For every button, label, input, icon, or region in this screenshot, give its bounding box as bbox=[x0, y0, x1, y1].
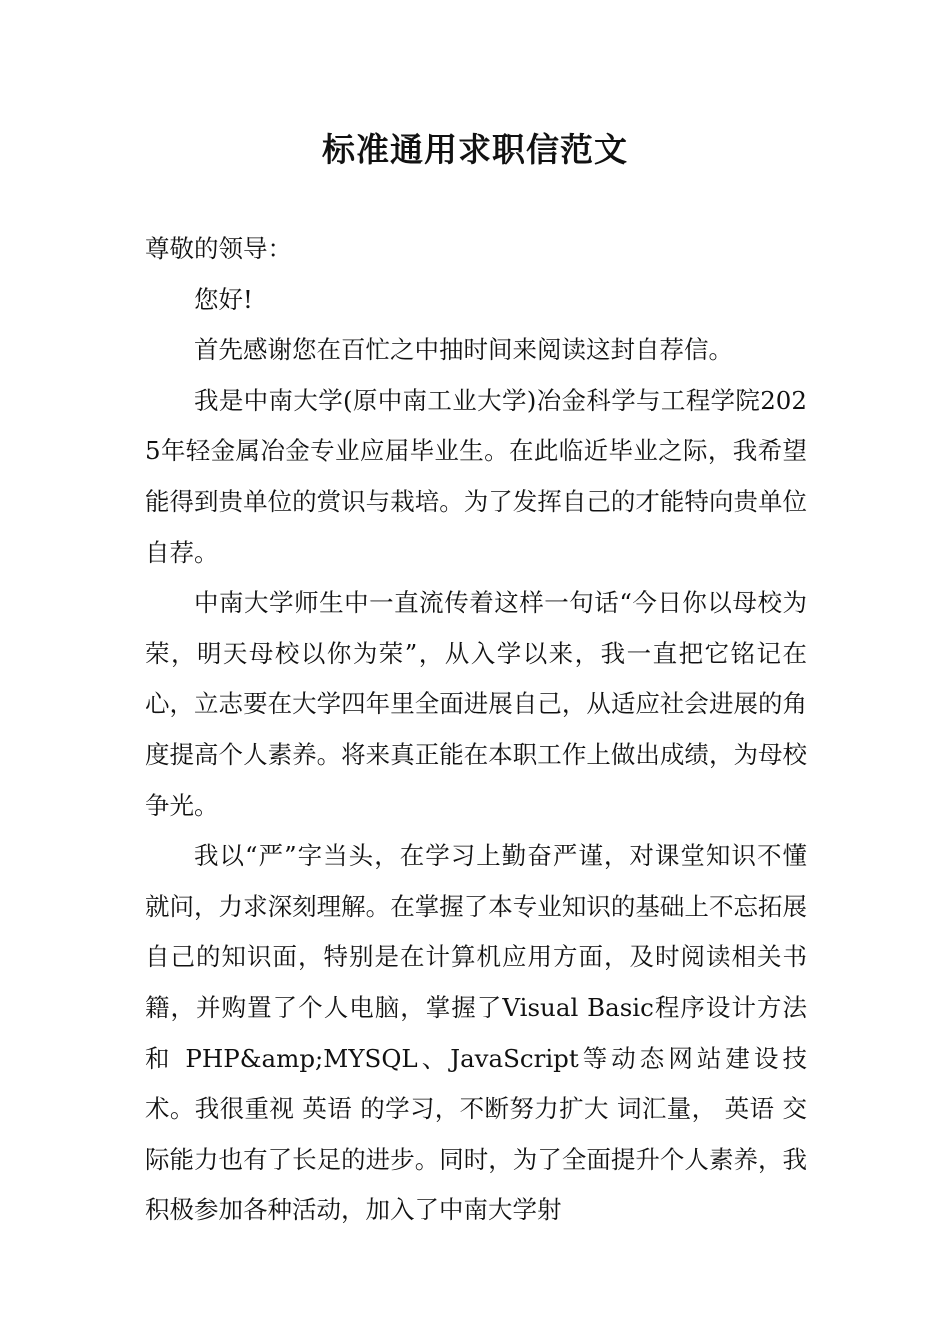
paragraph-study: 我以“严”字当头，在学习上勤奋严谨，对课堂知识不懂就问，力求深刻理解。在掌握了本专业知识的基础上不忘拓展自己的知识面，特别是在计算机应用方面，及时阅读相关书籍，并购置了个人电脑，掌握了Visual Basic程序设计方法和 PHP&amp;MYSQL、JavaScript等动态网站建设技术。我很重视 英语 的学习，不断努力扩大 词汇量， 英语 交际能力也有了长足的进步。同时，为了全面提升个人素养，我积极参加各种活动，加入了中南大学射 bbox=[145, 841, 807, 1225]
salutation: 尊敬的领导： bbox=[145, 234, 292, 263]
paragraph-thanks: 首先感谢您在百忙之中抽时间来阅读这封自荐信。 bbox=[194, 335, 733, 365]
greeting: 您好! bbox=[194, 284, 253, 314]
document-title: 标准通用求职信范文 bbox=[322, 130, 628, 169]
letter-body bbox=[145, 224, 807, 1236]
paragraph-introduction: 我是中南大学(原中南工业大学)冶金科学与工程学院2025年轻金属冶金专业应届毕业生。在此临近毕业之际，我希望能得到贵单位的赏识与栽培。为了发挥自己的才能特向贵单位自荐。 bbox=[145, 385, 807, 567]
paragraph-school-motto: 中南大学师生中一直流传着这样一句话“今日你以母校为荣，明天母校以你为荣”，从入学以来，我一直把它铭记在心，立志要在大学四年里全面进展自己，从适应社会进展的角度提高个人素养。将来真正能在本职工作上做出成绩，为母校争光。 bbox=[145, 588, 807, 820]
